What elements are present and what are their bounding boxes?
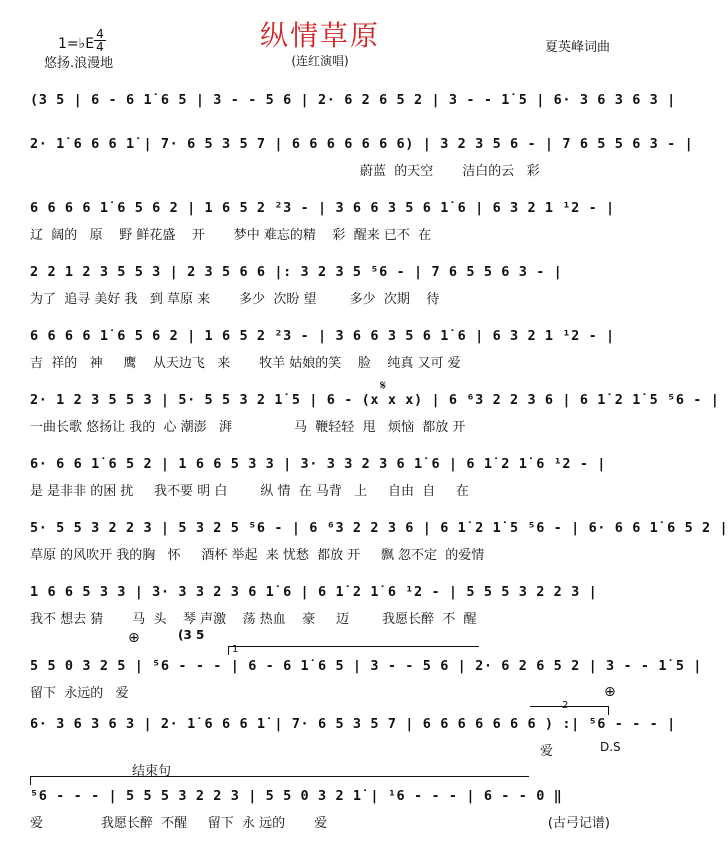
coda-mark-2: ⊕ (604, 684, 616, 700)
score-line-2: 2· 1̇ 6 6 6 1̇ | 7· 6 5 3 5 7 | 6 6 6 6 6 6 6) | 3 2 3 5 6 - | 7 6 5 5 6 3 - | (30, 136, 694, 152)
volta-2-label: 2 (562, 700, 569, 711)
score-line-8: 5· 5 5 3 2 2 3 | 5 3 2 5 ⁵6 - | 6 ⁶3 2 2 3 6 | 6 1̇ 2 1̇ 5 ⁵6 - | 6· 6 6 1̇ 6 5 2 | (30, 520, 728, 536)
lyric-line-8: 草原 的风吹开 我的胸 怀 酒杯 举起 来 忧愁 都放 开 飘 忽不定 的爱情 (30, 548, 485, 563)
lyric-line-4: 为了 追寻 美好 我 到 草原 来 多少 次盼 望 多少 次期 待 (30, 292, 440, 307)
ending-label: 结束句 (132, 764, 172, 779)
author-credit: 夏英峰词曲 (544, 40, 610, 55)
time-signature (94, 28, 106, 53)
segno-mark: 𝄋 (380, 378, 387, 394)
lyric-line-2: 蔚蓝 的天空 洁白的云 彩 (360, 164, 540, 179)
score-line-5: 6 6 6 6 1̇ 6 5 6 2 | 1 6 5 2 ²3 - | 3 6 6 3 5 6 1̇ 6 | 6 3 2 1 ¹2 - | (30, 328, 615, 344)
score-line-12: ⁵6 - - - | 5 5 5 3 2 2 3 | 5 5 0 3 2 1̇ | ¹6 - - - | 6 - - 0 ‖ (30, 788, 563, 804)
transcriber-credit: (古弓记谱) (547, 816, 610, 831)
volta-1-label: 1 (232, 644, 239, 655)
lyric-line-10: 留下 永远的 爱 (30, 686, 129, 701)
score-line-1: (3 5 | 6 - 6 1̇ 6 5 | 3 - - 5 6 | 2· 6 2 6 5 2 | 3 - - 1̇ 5 | 6· 3 6 3 6 3 | (30, 92, 676, 108)
coda-mark-1: ⊕ (128, 630, 140, 646)
ds-marking: D.S (600, 740, 621, 754)
score-line-4: 2 2 1 2 3 5 5 3 | 2 3 5 6 6 |: 3 2 3 5 ⁵6 - | 7 6 5 5 6 3 - | (30, 264, 563, 280)
lyric-line-12: 爱 我愿长醉 不醒 留下 永 远的 爱 (30, 816, 328, 831)
lyric-line-9: 我不 想去 猜 马 头 琴 声激 荡 热血 豪 迈 我愿长醉 不 醒 (30, 612, 477, 627)
meter-top: 4 (94, 28, 106, 41)
intro-repeat: (3 5 (178, 628, 205, 642)
key-signature: 1=♭E (58, 36, 95, 52)
score-line-6: 2· 1 2 3 5 5 3 | 5· 5 5 3 2 1̇ 5 | 6 - (x x x) | 6 ⁶3 2 2 3 6 | 6 1̇ 2 1̇ 5 ⁵6 - | (30, 392, 720, 408)
ending-bracket (30, 776, 529, 785)
meter-bottom: 4 (96, 40, 104, 54)
lyric-line-3: 辽 阔的 原 野 鲜花盛 开 梦中 难忘的精 彩 醒来 已不 在 (30, 228, 432, 243)
score-line-9: 1 6 6 5 3 3 | 3· 3 3 2 3 6 1̇ 6 | 6 1̇ 2 1̇ 6 ¹2 - | 5 5 5 3 2 2 3 | (30, 584, 598, 600)
score-line-10: 5 5 0 3 2 5 | ⁵6 - - - | 6 - 6 1̇ 6 5 | 3 - - 5 6 | 2· 6 2 6 5 2 | 3 - - 1̇ 5 | (30, 658, 703, 674)
lyric-line-6: 一曲长歌 悠扬让 我的 心 潮澎 湃 马 鞭轻轻 甩 烦恼 都放 开 (30, 420, 466, 435)
song-title: 纵情草原 (259, 19, 380, 52)
lyric-line-7: 是 是非非 的困 扰 我不要 明 白 纵 情 在 马背 上 自由 自 在 (30, 484, 469, 499)
volta-1-bracket (228, 646, 479, 655)
performer-credit: (连红演唱) (291, 54, 349, 68)
score-line-11: 6· 3 6 3 6 3 | 2· 1̇ 6 6 6 1̇ | 7· 6 5 3 5 7 | 6 6 6 6 6 6 6 ) :| ⁵6 - - - | (30, 716, 676, 732)
lyric-line-11: 爱 (540, 744, 554, 759)
score-line-3: 6 6 6 6 1̇ 6 5 6 2 | 1 6 5 2 ²3 - | 3 6 6 3 5 6 1̇ 6 | 6 3 2 1 ¹2 - | (30, 200, 615, 216)
volta-2-bracket (530, 706, 609, 715)
score-line-7: 6· 6 6 1̇ 6 5 2 | 1 6 6 5 3 3 | 3· 3 3 2 3 6 1̇ 6 | 6 1̇ 2 1̇ 6 ¹2 - | (30, 456, 607, 472)
tempo-marking: 悠扬.浪漫地 (44, 56, 114, 71)
lyric-line-5: 吉 祥的 神 鹰 从天边飞 来 牧羊 姑娘的笑 脸 纯真 又可 爱 (30, 356, 461, 371)
